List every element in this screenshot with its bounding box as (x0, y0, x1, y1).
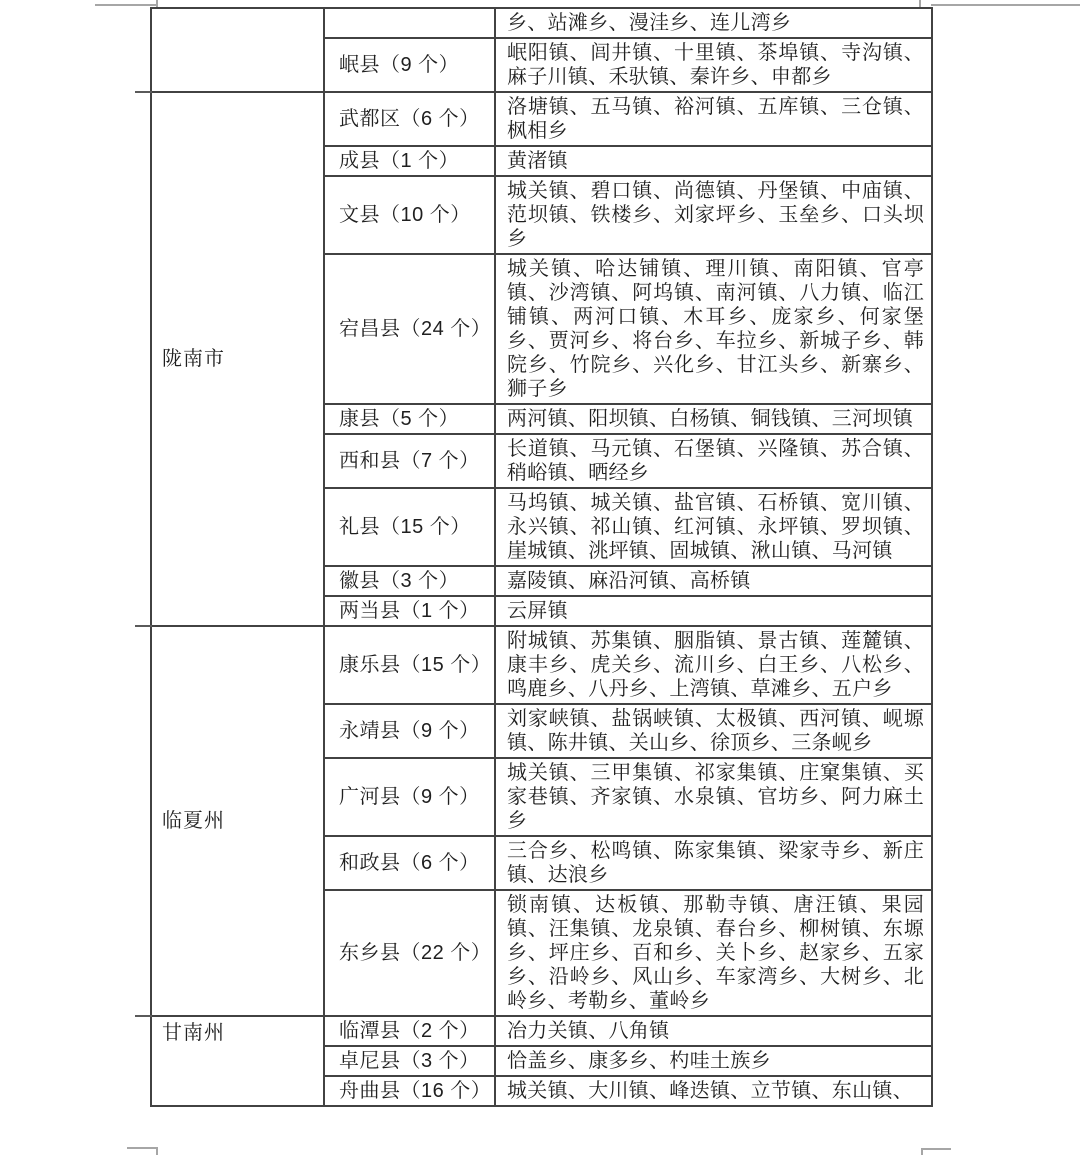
townships-cell: 城关镇、碧口镇、尚德镇、丹堡镇、中庙镇、范坝镇、铁楼乡、刘家坪乡、玉垒乡、口头坝乡 (495, 176, 932, 254)
city-cell: 陇南市 (151, 92, 324, 626)
table-row (151, 626, 932, 704)
county-cell: 武都区（6 个） (324, 92, 495, 146)
county-cell: 徽县（3 个） (324, 566, 495, 596)
townships-cell: 洛塘镇、五马镇、裕河镇、五库镇、三仓镇、枫相乡 (495, 92, 932, 146)
townships-cell: 嘉陵镇、麻沿河镇、高桥镇 (495, 566, 932, 596)
county-cell: 康乐县（15 个） (324, 626, 495, 704)
county-cell: 卓尼县（3 个） (324, 1046, 495, 1076)
city-cell: 甘南州 (151, 1016, 324, 1106)
county-cell: 成县（1 个） (324, 146, 495, 176)
page-corner-mark-top-right (931, 4, 1080, 6)
page-corner-mark-bottom-right (921, 1148, 951, 1150)
admin-divisions-table (150, 7, 933, 1107)
city-cell: 临夏州 (151, 626, 324, 1016)
county-cell: 永靖县（9 个） (324, 704, 495, 758)
county-cell: 岷县（9 个） (324, 38, 495, 92)
county-cell (324, 8, 495, 38)
townships-cell: 两河镇、阳坝镇、白杨镇、铜钱镇、三河坝镇 (495, 404, 932, 434)
townships-cell: 城关镇、哈达铺镇、理川镇、南阳镇、官亭镇、沙湾镇、阿坞镇、南河镇、八力镇、临江铺镇、两河口镇、木耳乡、庞家乡、何家堡乡、贾河乡、将台乡、车拉乡、新城子乡、韩院乡、竹院乡、兴化乡、甘江头乡、新寨乡、狮子乡 (495, 254, 932, 404)
page-corner-mark-bottom-right-vertical (921, 1148, 923, 1155)
county-cell: 康县（5 个） (324, 404, 495, 434)
county-cell: 和政县（6 个） (324, 836, 495, 890)
page-corner-mark-bottom-left (127, 1147, 158, 1149)
townships-cell: 三合乡、松鸣镇、陈家集镇、梁家寺乡、新庄镇、达浪乡 (495, 836, 932, 890)
townships-cell: 恰盖乡、康多乡、杓哇土族乡 (495, 1046, 932, 1076)
table-row (151, 1016, 932, 1046)
county-cell: 两当县（1 个） (324, 596, 495, 626)
page-corner-mark-top-left (95, 4, 158, 6)
county-cell: 礼县（15 个） (324, 488, 495, 566)
page-corner-mark-top-right-vertical (919, 0, 921, 7)
county-cell: 广河县（9 个） (324, 758, 495, 836)
county-cell: 东乡县（22 个） (324, 890, 495, 1016)
townships-cell: 黄渚镇 (495, 146, 932, 176)
admin-table-body (151, 8, 932, 1106)
county-cell: 临潭县（2 个） (324, 1016, 495, 1046)
townships-cell: 刘家峡镇、盐锅峡镇、太极镇、西河镇、岘塬镇、陈井镇、关山乡、徐顶乡、三条岘乡 (495, 704, 932, 758)
townships-cell: 云屏镇 (495, 596, 932, 626)
townships-cell: 城关镇、大川镇、峰迭镇、立节镇、东山镇、 (495, 1076, 932, 1106)
townships-cell: 岷阳镇、闾井镇、十里镇、茶埠镇、寺沟镇、麻子川镇、禾驮镇、秦许乡、申都乡 (495, 38, 932, 92)
townships-cell: 冶力关镇、八角镇 (495, 1016, 932, 1046)
table-row (151, 8, 932, 38)
county-cell: 舟曲县（16 个） (324, 1076, 495, 1106)
city-cell (151, 8, 324, 92)
townships-cell: 锁南镇、达板镇、那勒寺镇、唐汪镇、果园镇、汪集镇、龙泉镇、春台乡、柳树镇、东塬乡、坪庄乡、百和乡、关卜乡、赵家乡、五家乡、沿岭乡、风山乡、车家湾乡、大树乡、北岭乡、考勒乡、董岭乡 (495, 890, 932, 1016)
table-row (151, 92, 932, 146)
county-cell: 文县（10 个） (324, 176, 495, 254)
page-corner-mark-bottom-left-vertical (156, 1147, 158, 1155)
townships-cell: 城关镇、三甲集镇、祁家集镇、庄窠集镇、买家巷镇、齐家镇、水泉镇、官坊乡、阿力麻土乡 (495, 758, 932, 836)
townships-cell: 附城镇、苏集镇、胭脂镇、景古镇、莲麓镇、康丰乡、虎关乡、流川乡、白王乡、八松乡、鸣鹿乡、八丹乡、上湾镇、草滩乡、五户乡 (495, 626, 932, 704)
county-cell: 西和县（7 个） (324, 434, 495, 488)
county-cell: 宕昌县（24 个） (324, 254, 495, 404)
townships-cell: 马坞镇、城关镇、盐官镇、石桥镇、宽川镇、永兴镇、祁山镇、红河镇、永坪镇、罗坝镇、崖城镇、洮坪镇、固城镇、湫山镇、马河镇 (495, 488, 932, 566)
townships-cell: 乡、站滩乡、漫洼乡、连儿湾乡 (495, 8, 932, 38)
townships-cell: 长道镇、马元镇、石堡镇、兴隆镇、苏合镇、稍峪镇、晒经乡 (495, 434, 932, 488)
